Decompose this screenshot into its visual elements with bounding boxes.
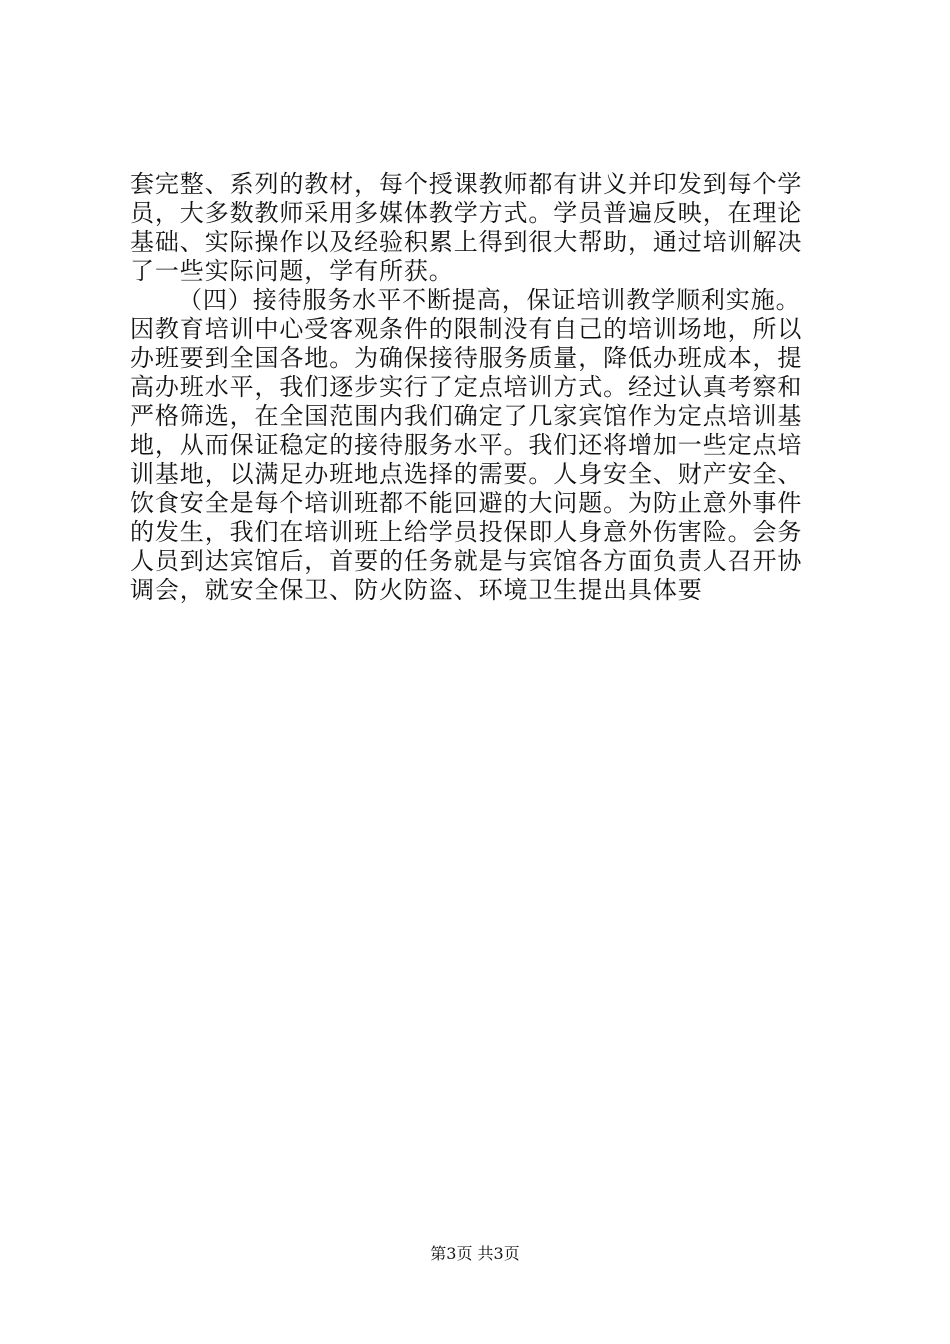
text-line: 饮食安全是每个培训班都不能回避的大问题。为防止意外事件 (130, 489, 803, 517)
text-line: 高办班水平，我们逐步实行了定点培训方式。经过认真考察和 (130, 373, 803, 401)
section-heading-line: （四）接待服务水平不断提高，保证培训教学顺利实施。 (178, 286, 801, 314)
body-text (130, 170, 830, 605)
text-line: 了一些实际问题，学有所获。 (130, 257, 454, 285)
page-number-footer: 第3页 共3页 (430, 1244, 520, 1263)
text-line: 套完整、系列的教材，每个授课教师都有讲义并印发到每个学 (130, 170, 803, 198)
text-line: 的发生，我们在培训班上给学员投保即人身意外伤害险。会务 (130, 518, 803, 546)
text-line: 训基地，以满足办班地点选择的需要。人身安全、财产安全、 (130, 460, 803, 488)
text-line: 办班要到全国各地。为确保接待服务质量，降低办班成本，提 (130, 344, 803, 372)
text-line: 人员到达宾馆后，首要的任务就是与宾馆各方面负责人召开协 (130, 547, 803, 575)
text-line: 基础、实际操作以及经验积累上得到很大帮助，通过培训解决 (130, 228, 803, 256)
text-line: 员，大多数教师采用多媒体教学方式。学员普遍反映，在理论 (130, 199, 803, 227)
text-line: 调会，就安全保卫、防火防盗、环境卫生提出具体要 (130, 576, 703, 604)
text-line: 地，从而保证稳定的接待服务水平。我们还将增加一些定点培 (130, 431, 803, 459)
text-line: 严格筛选，在全国范围内我们确定了几家宾馆作为定点培训基 (130, 402, 803, 430)
text-line: 因教育培训中心受客观条件的限制没有自己的培训场地，所以 (130, 315, 803, 343)
